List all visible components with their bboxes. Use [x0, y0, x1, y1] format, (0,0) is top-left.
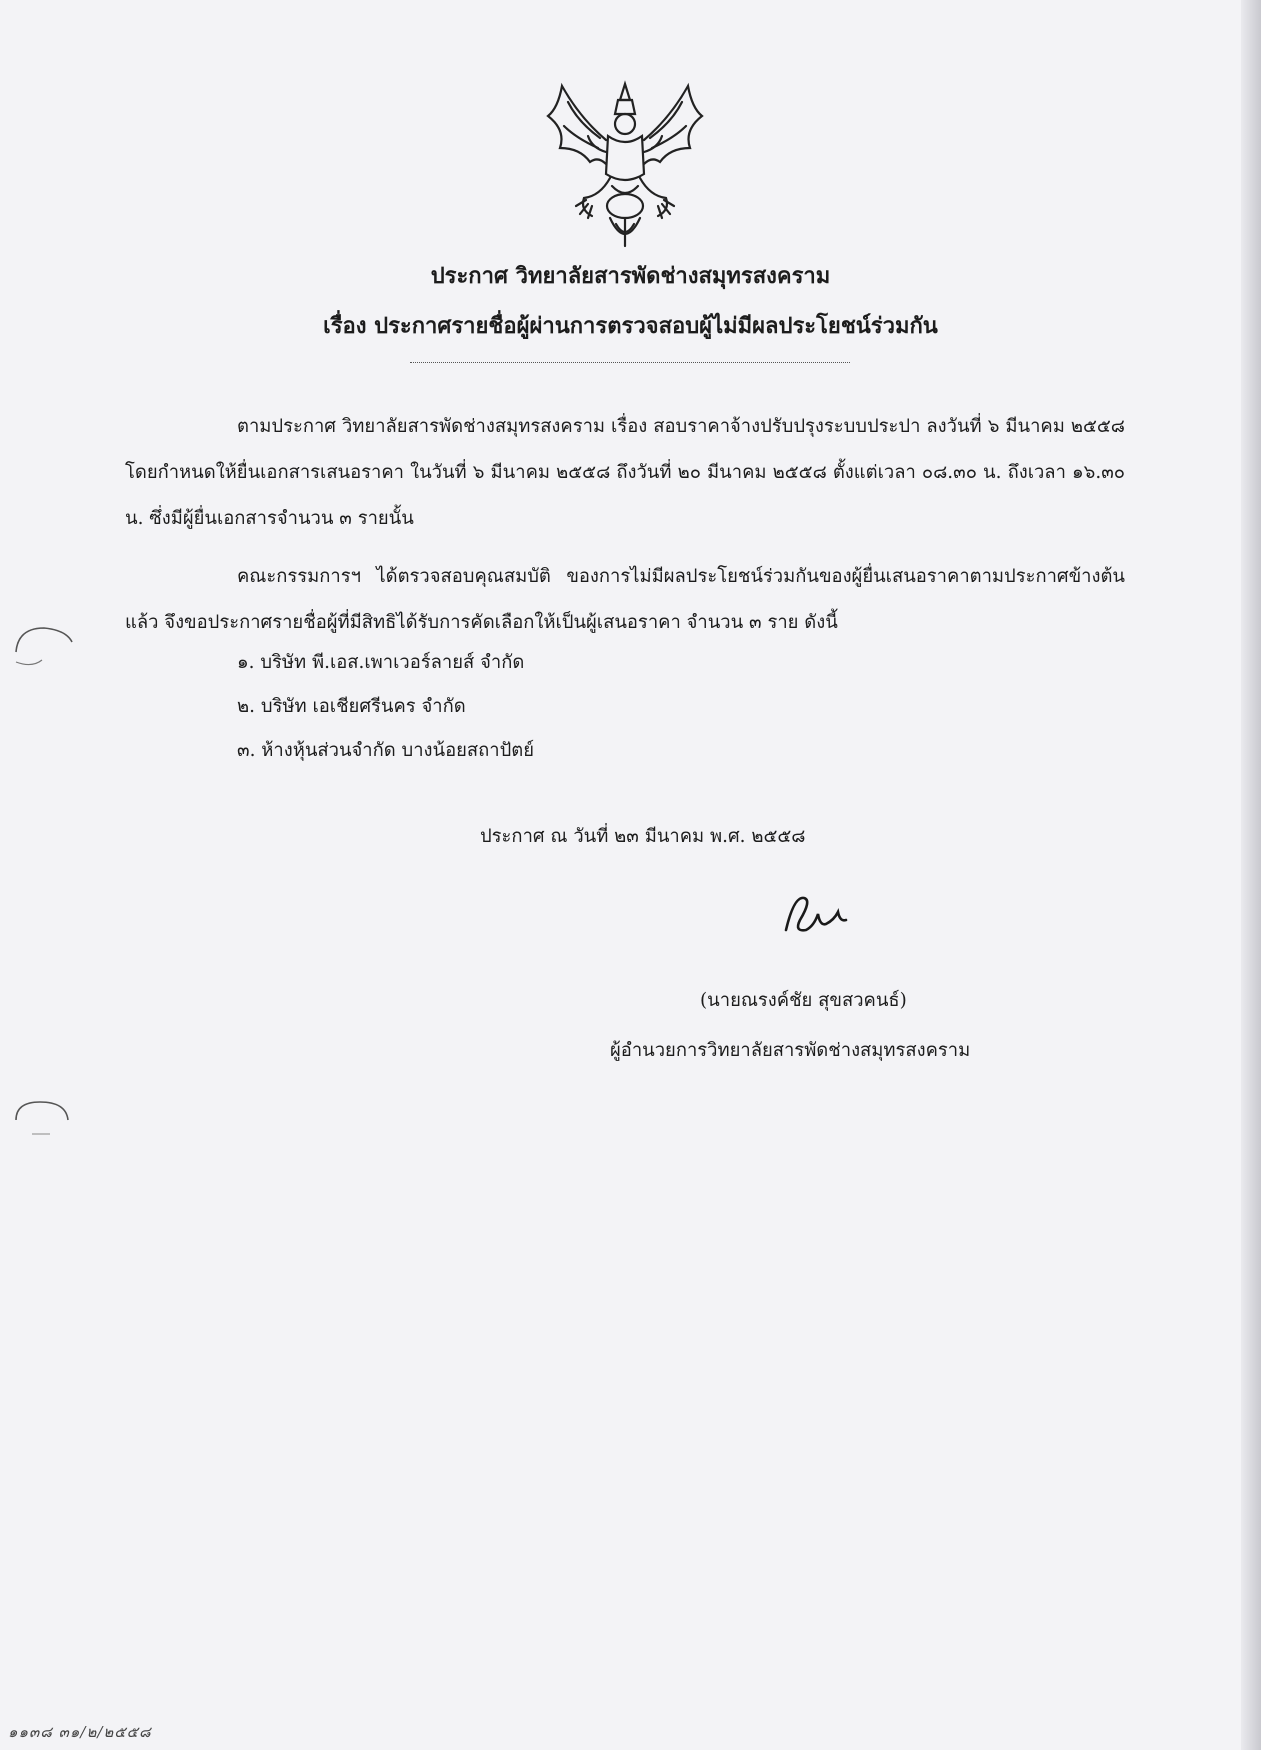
signer-position: ผู้อำนวยการวิทยาลัยสารพัดช่างสมุทรสงคราม: [610, 1040, 971, 1061]
punch-hole-mark-icon: [10, 1098, 72, 1140]
garuda-emblem-icon: [540, 78, 710, 253]
list-item: ๑. บริษัท พี.เอส.เพาเวอร์ลายส์ จำกัด: [237, 652, 525, 673]
signature-icon: [780, 890, 850, 940]
punch-hole-mark-icon: [8, 618, 78, 678]
announcement-date: ประกาศ ณ วันที่ ๒๓ มีนาคม พ.ศ. ๒๕๕๘: [480, 826, 806, 847]
announcement-title: ประกาศ วิทยาลัยสารพัดช่างสมุทรสงคราม: [430, 264, 831, 289]
title-divider: [410, 362, 850, 363]
body-paragraph-2: คณะกรรมการฯ ได้ตรวจสอบคุณสมบัติ ของการไม่มีผลประโยชน์ร่วมกันของผู้ยื่นเสนอราคาตามประกาศข้างต้นแล้ว จึงขอประกาศรายชื่อผู้ที่มีสิทธิได้รับการคัดเลือกให้เป็นผู้เสนอราคา จำนวน ๓ ราย ดังนี้: [125, 566, 1125, 633]
handwritten-note: ๑๑๓๘ ๓๑/๒/๒๕๕๘: [8, 1723, 152, 1741]
signer-name: (นายณรงค์ชัย สุขสวคนธ์): [700, 990, 907, 1011]
list-item: ๒. บริษัท เอเชียศรีนคร จำกัด: [237, 696, 466, 717]
list-item: ๓. ห้างหุ้นส่วนจำกัด บางน้อยสถาปัตย์: [237, 740, 534, 761]
body-paragraph-1: ตามประกาศ วิทยาลัยสารพัดช่างสมุทรสงคราม เรื่อง สอบราคาจ้างปรับปรุงระบบประปา ลงวันที่ ๖ มีนาคม ๒๕๕๘ โดยกำหนดให้ยื่นเอกสารเสนอราคา ในวันที่ ๖ มีนาคม ๒๕๕๘ ถึงวันที่ ๒๐ มีนาคม ๒๕๕๘ ตั้งแต่เวลา ๐๘.๓๐ น. ถึงเวลา ๑๖.๓๐ น. ซึ่งมีผู้ยื่นเอกสารจำนวน ๓ รายนั้น: [125, 416, 1125, 529]
announcement-subject: เรื่อง ประกาศรายชื่อผู้ผ่านการตรวจสอบผู้ไม่มีผลประโยชน์ร่วมกัน: [323, 314, 938, 339]
